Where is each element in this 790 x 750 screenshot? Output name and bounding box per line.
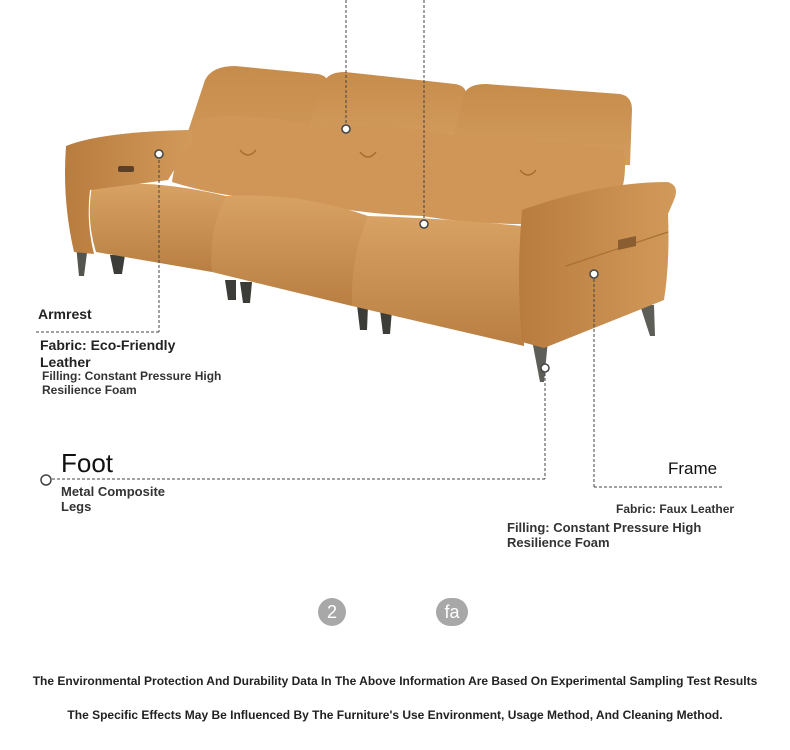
- frame-title: Frame: [668, 459, 718, 478]
- badge-left: 2: [318, 598, 346, 626]
- armrest-title: Armrest: [38, 306, 92, 322]
- disclaimer-line-2: The Specific Effects May Be Influenced By The Furniture's Use Environment, Usage Method, And Cleaning Method.: [67, 708, 723, 722]
- armrest-filling: Filling: Constant Pressure High Resilience Foam: [42, 369, 222, 397]
- badge-right: fa: [436, 598, 468, 626]
- foot-title: Foot: [61, 448, 114, 478]
- frame-fabric: Fabric: Faux Leather: [616, 502, 735, 516]
- frame-filling: Filling: Constant Pressure High Resilience Foam: [507, 520, 702, 550]
- armrest-fabric: Fabric: Eco-Friendly Leather: [40, 337, 176, 370]
- disclaimer-line-1: The Environmental Protection And Durability Data In The Above Information Are Based On Experimental Sampling Test Results: [32, 674, 758, 688]
- foot-desc: Metal Composite Legs: [61, 484, 166, 514]
